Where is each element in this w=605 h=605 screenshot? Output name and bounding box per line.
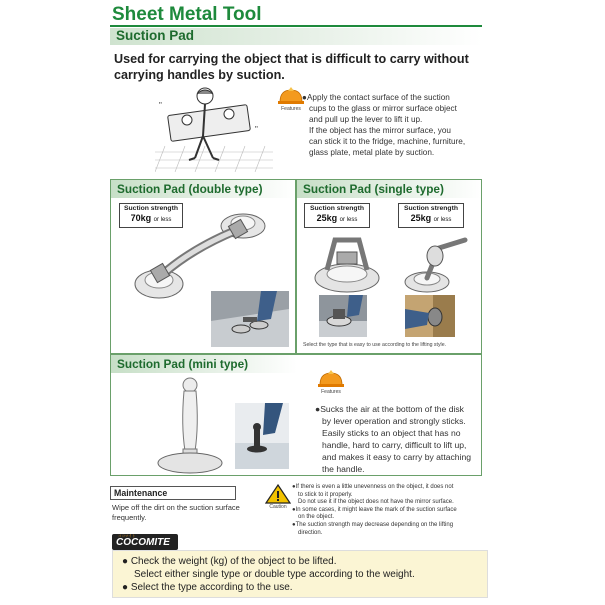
mini-line: and makes it easy to carry by attaching	[322, 452, 472, 462]
maintenance-title: Maintenance	[114, 488, 168, 498]
intro-line: glass plate, metal plate by suction.	[309, 148, 435, 157]
panel-title: Suction Pad (single type)	[303, 182, 444, 196]
page-title: Sheet Metal Tool	[112, 4, 262, 25]
checklist-line: ● Select the type according to the use.	[122, 582, 293, 593]
mini-line: the handle.	[322, 464, 365, 474]
panel-title: Suction Pad (double type)	[117, 182, 263, 196]
carrying-person-illustration	[155, 86, 273, 172]
caution-label: Caution	[269, 504, 287, 510]
caution-item: ●In some cases, it might leave the mark of the suction surface	[292, 506, 457, 513]
strength-label: Suction strength	[124, 205, 178, 212]
mini-line: Easily sticks to an object that has no	[322, 428, 461, 438]
checklist-line: Select either single type or double type according to the weight.	[134, 569, 415, 580]
features-hardhat-icon	[316, 369, 346, 397]
single-suction-pad-illustration	[311, 232, 383, 296]
intro-line: ●Apply the contact surface of the suction	[302, 93, 450, 102]
suction-strength-badge	[304, 203, 370, 228]
panel-single-type	[296, 179, 482, 354]
logo-kana: ココマイト	[118, 534, 136, 538]
lead-text: Used for carrying the object that is difficult to carry without carrying handles by suction.	[114, 52, 469, 82]
features-label: Features	[281, 106, 301, 112]
mini-suction-pad-illustration	[155, 375, 225, 475]
strength-value: 25kg	[410, 213, 432, 223]
cocomite-logo	[112, 534, 178, 550]
caution-item: ●If there is even a little unevenness on the object, it does not	[292, 484, 454, 490]
strength-value: 25kg	[316, 213, 338, 223]
intro-line: can stick it to the fridge, machine, furniture,	[309, 137, 466, 146]
svg-text:": "	[255, 125, 258, 134]
caution-triangle-icon	[265, 484, 291, 512]
caution-item: ●The suction strength may decrease depending on the lifting	[292, 521, 454, 528]
mini-line: ●Sucks the air at the bottom of the disk	[315, 404, 464, 414]
panel-title: Suction Pad (mini type)	[117, 357, 249, 371]
panel-mini-type	[110, 354, 482, 476]
panel-double-type	[110, 179, 296, 354]
mini-type-photo	[235, 403, 289, 469]
caution-list	[292, 484, 488, 537]
page-subtitle: Suction Pad	[116, 28, 195, 43]
features-label: Features	[321, 389, 341, 395]
strength-suffix: or less	[153, 217, 172, 223]
mini-features-text	[315, 403, 481, 475]
logo-word: COCOMITE	[116, 537, 170, 548]
lever-suction-pad-illustration	[399, 234, 471, 296]
caution-item: on the object.	[298, 514, 335, 521]
checklist-line: ● Check the weight (kg) of the object to be lifted.	[122, 556, 337, 567]
strength-value: 70kg	[130, 213, 152, 223]
strength-label: Suction strength	[404, 205, 458, 212]
double-type-photo	[211, 291, 289, 347]
intro-line: and pull up the lever to lift it up.	[309, 115, 423, 124]
title-rule	[110, 25, 482, 27]
lever-type-photo	[405, 295, 455, 337]
single-type-photo	[319, 295, 367, 337]
mini-line: by lever operation and strongly sticks.	[322, 416, 466, 426]
caution-item: Do not use it if the object does not have the mirror surface.	[298, 499, 454, 506]
suction-strength-badge	[398, 203, 464, 228]
caution-item: to stick to it properly.	[298, 491, 353, 498]
strength-suffix: or less	[433, 217, 452, 223]
svg-text:": "	[159, 101, 162, 110]
mini-line: handle, hard to carry, difficult to lift up,	[322, 440, 467, 450]
caution-item: direction.	[298, 529, 323, 536]
strength-label: Suction strength	[310, 205, 364, 212]
strength-suffix: or less	[339, 217, 358, 223]
maintenance-text: Wipe off the dirt on the suction surface frequently.	[112, 503, 240, 522]
intro-line: cups to the glass or mirror surface object	[309, 104, 457, 113]
single-type-caption: Select the type that is easy to use according to the lifting style.	[303, 342, 447, 348]
intro-line: If the object has the mirror surface, you	[309, 126, 451, 135]
intro-features-text	[302, 92, 490, 158]
